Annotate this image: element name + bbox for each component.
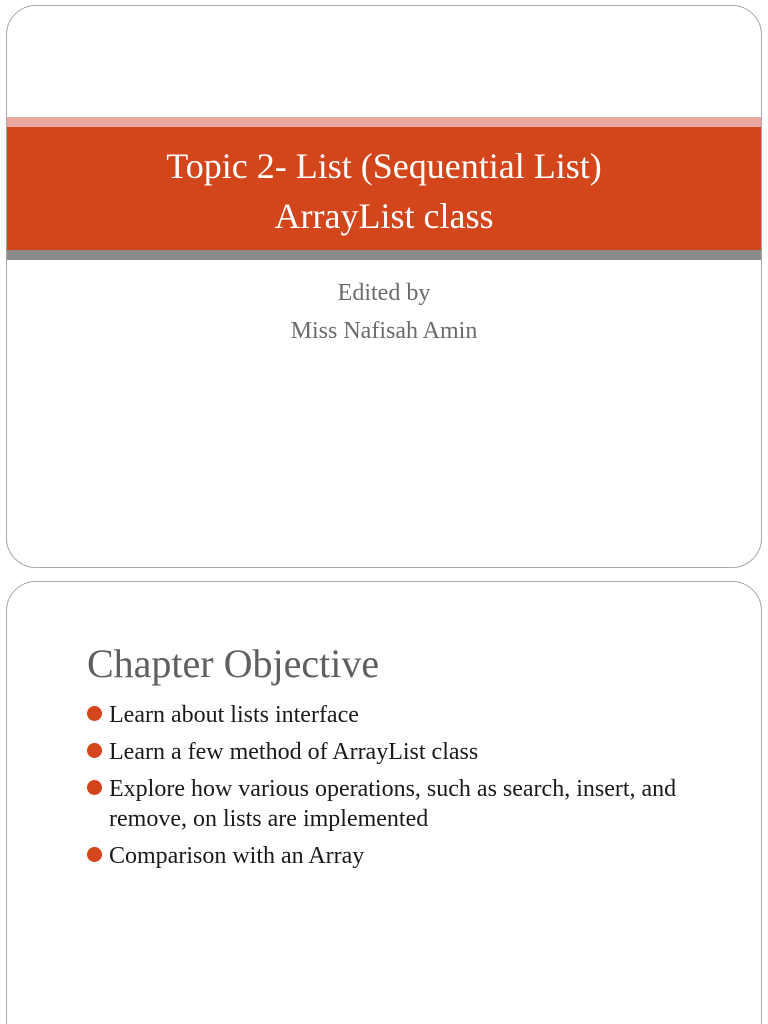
bullet-text: Explore how various operations, such as search, insert, and remove, on lists are implemented: [109, 776, 677, 832]
bullet-dot-icon: [87, 706, 102, 721]
slide-heading: Chapter Objective: [87, 641, 380, 686]
slide-title-line-1: Topic 2- List (Sequential List): [166, 146, 602, 186]
bullet-dot-icon: [87, 743, 102, 758]
bullet-dot-icon: [87, 780, 102, 795]
slide-subtitle: [7, 274, 761, 350]
objective-slide: [6, 581, 762, 1024]
bullet-text: Learn about lists interface: [109, 702, 359, 728]
bullet-item: [87, 774, 737, 834]
bullet-item: [87, 737, 737, 767]
bullet-list: [87, 700, 737, 878]
subtitle-line-2: Miss Nafisah Amin: [290, 318, 478, 344]
title-top-stripe: [7, 117, 761, 127]
bullet-text: Comparison with an Array: [109, 843, 365, 869]
slide-title-line-2: ArrayList class: [274, 196, 494, 236]
slide-title: [7, 141, 761, 241]
bullet-item: [87, 700, 737, 730]
title-bottom-stripe: [7, 250, 761, 260]
bullet-text: Learn a few method of ArrayList class: [109, 739, 479, 765]
bullet-dot-icon: [87, 847, 102, 862]
bullet-item: [87, 841, 737, 871]
title-slide: [6, 5, 762, 568]
subtitle-line-1: Edited by: [337, 280, 431, 306]
